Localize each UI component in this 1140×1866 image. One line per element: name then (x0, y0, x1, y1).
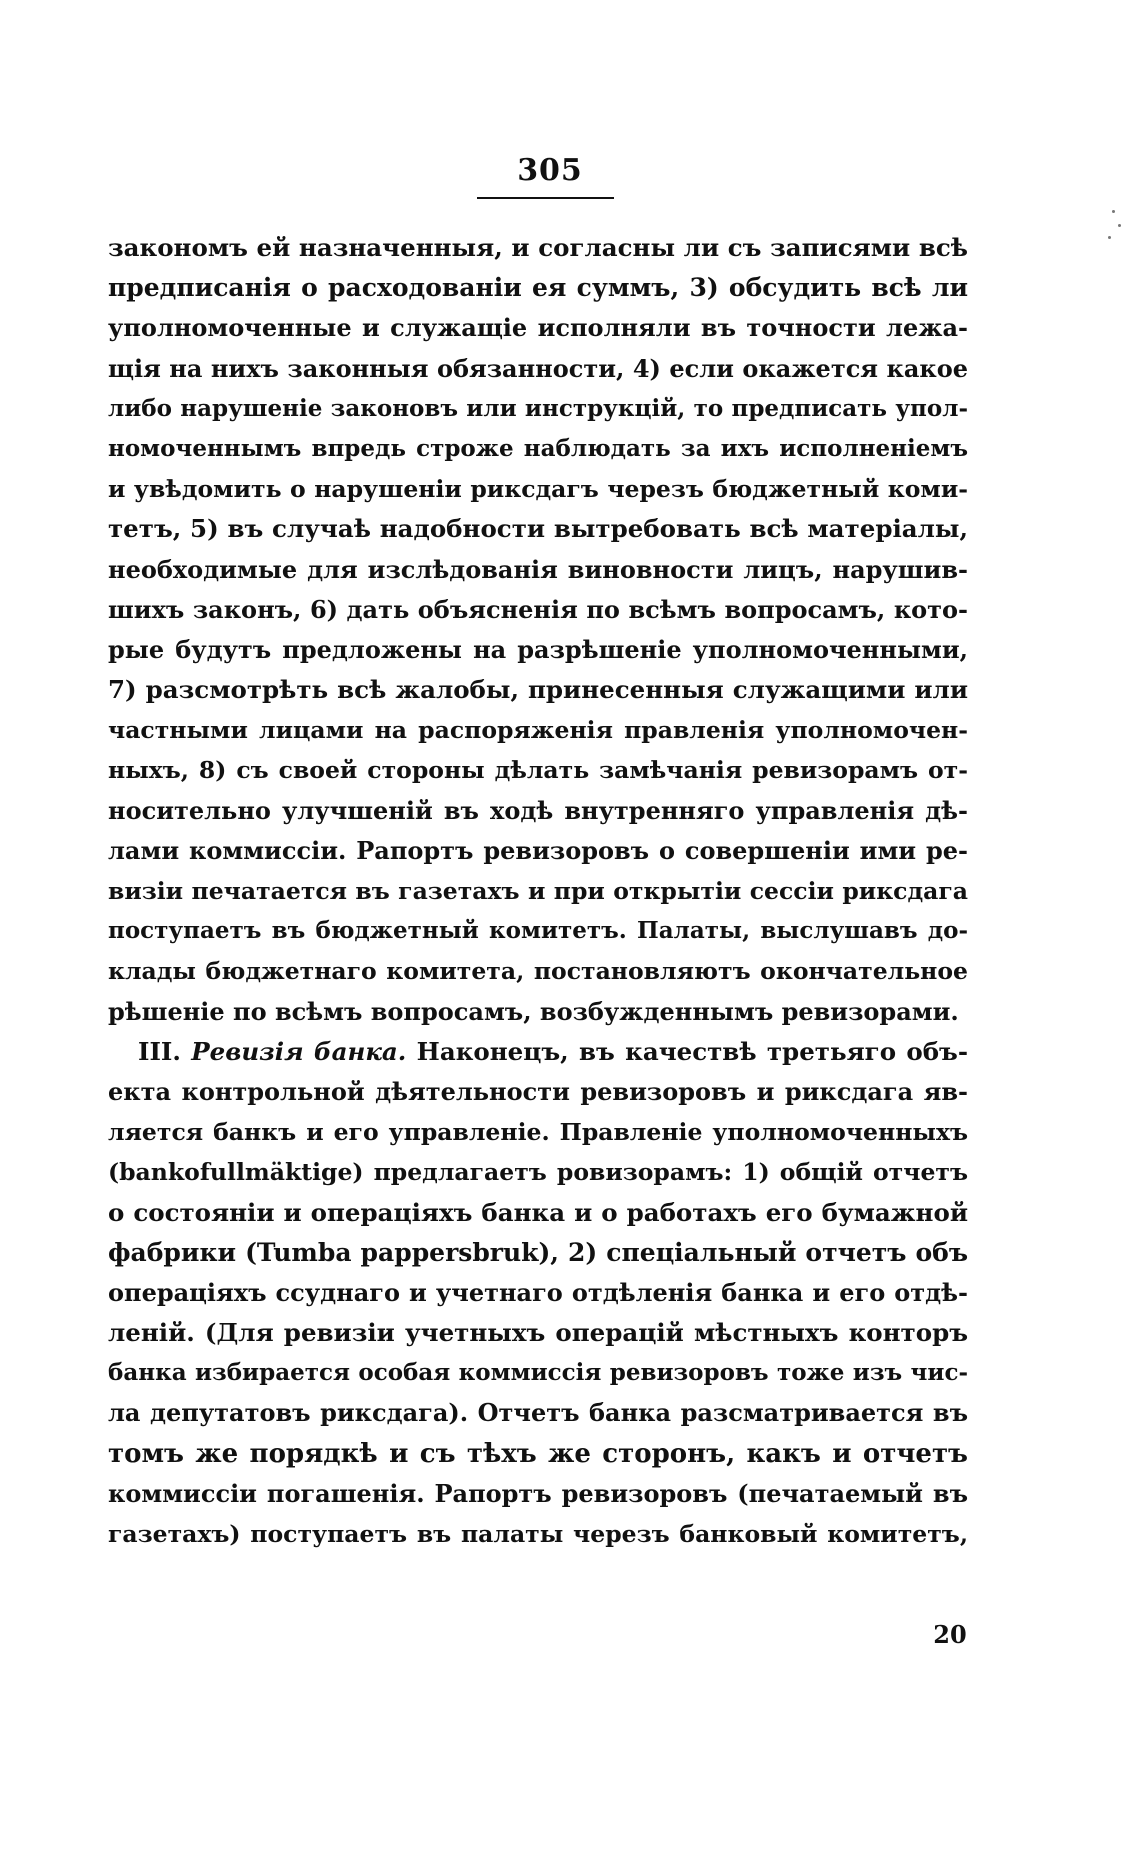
text-line: визіи печатается въ газетахъ и при открытіи сессіи риксдага (108, 877, 968, 905)
text-line: и увѣдомить о нарушеніи риксдагъ черезъ бюджетный коми- (108, 475, 968, 504)
text-line: поступаетъ въ бюджетный комитетъ. Палаты, выслушавъ до- (108, 917, 968, 945)
signature-mark: 20 (933, 1620, 967, 1649)
text-line: частными лицами на распоряженія правленія уполномочен- (108, 716, 968, 745)
text-line: шихъ законъ, 6) дать объясненія по всѣмъ вопросамъ, кото- (108, 594, 968, 624)
text-line: уполномоченные и служащіе исполняли въ точности лежа- (108, 313, 968, 343)
text-line: о состояніи и операціяхъ банка и о работахъ его бумажной (108, 1197, 968, 1227)
text-line: рѣшеніе по всѣмъ вопросамъ, возбужденнымъ ревизорами. (108, 996, 959, 1026)
section-numeral: III. (138, 1036, 181, 1066)
text-line: предписанія о расходованіи ея суммъ, 3) обсудить всѣ ли (108, 273, 968, 303)
text-line: фабрики (Tumba pappersbruk), 2) спеціальный отчетъ объ (108, 1237, 968, 1267)
text-line: (bankofullmäktige) предлагаетъ ровизорамъ: 1) общій отчетъ (108, 1158, 968, 1187)
text-line: банка избирается особая коммиссія ревизоровъ тоже изъ чис- (108, 1359, 968, 1387)
page-number: 305 (517, 153, 583, 188)
text-line: щія на нихъ законныя обязанности, 4) если окажется какое (108, 353, 968, 383)
text-line: томъ же порядкѣ и съ тѣхъ же сторонъ, какъ и отчетъ (108, 1438, 968, 1469)
section-text: Наконецъ, въ качествѣ третьяго объ- (416, 1036, 968, 1066)
text-line: коммиссіи погашенія. Рапортъ ревизоровъ (печатаемый въ (108, 1478, 968, 1508)
section-heading-line (108, 1032, 968, 1072)
text-line: закономъ ей назначенныя, и согласны ли съ записями всѣ (108, 233, 968, 262)
text-line: операціяхъ ссуднаго и учетнаго отдѣленія банка и его отдѣ- (108, 1277, 968, 1307)
text-line: 7) разсмотрѣть всѣ жалобы, принесенныя служащими или (108, 675, 968, 705)
body-text (108, 228, 968, 1554)
scan-speck (1108, 236, 1111, 239)
text-line: леній. (Для ревизіи учетныхъ операцій мѣстныхъ конторъ (108, 1318, 968, 1348)
text-line: ныхъ, 8) съ своей стороны дѣлать замѣчанія ревизорамъ от- (108, 756, 968, 785)
text-line: рые будутъ предложены на разрѣшеніе уполномоченными, (108, 634, 968, 664)
text-line: ектa контрольной дѣятельности ревизоровъ и риксдага яв- (108, 1076, 968, 1106)
text-line: лами коммиссіи. Рапортъ ревизоровъ о совершеніи ими ре- (108, 835, 968, 865)
text-line: либо нарушеніе законовъ или инструкцій, то предписать упол- (108, 394, 968, 422)
text-line: газетахъ) поступаетъ въ палаты черезъ банковый комитетъ, (108, 1520, 968, 1548)
scan-speck (1112, 210, 1115, 213)
text-line: необходимые для изслѣдованія виновности лицъ, нарушив- (108, 554, 968, 584)
text-line: носительно улучшеній въ ходѣ внутренняго управленія дѣ- (108, 795, 968, 825)
text-line: клады бюджетнаго комитета, постановляютъ окончательное (108, 957, 968, 986)
text-line: ла депутатовъ риксдага). Отчетъ банка разсматривается въ (108, 1398, 968, 1428)
text-line: тетъ, 5) въ случаѣ надобности вытребовать всѣ матеріалы, (108, 514, 968, 544)
text-line: номоченнымъ впредь строже наблюдать за ихъ исполненіемъ (108, 434, 968, 462)
section-heading: Ревизія банка. (191, 1036, 407, 1066)
text-line: ляется банкъ и его управленіе. Правленіе уполномоченныхъ (108, 1118, 968, 1147)
scan-speck (1118, 224, 1121, 227)
header-rule (477, 197, 614, 199)
